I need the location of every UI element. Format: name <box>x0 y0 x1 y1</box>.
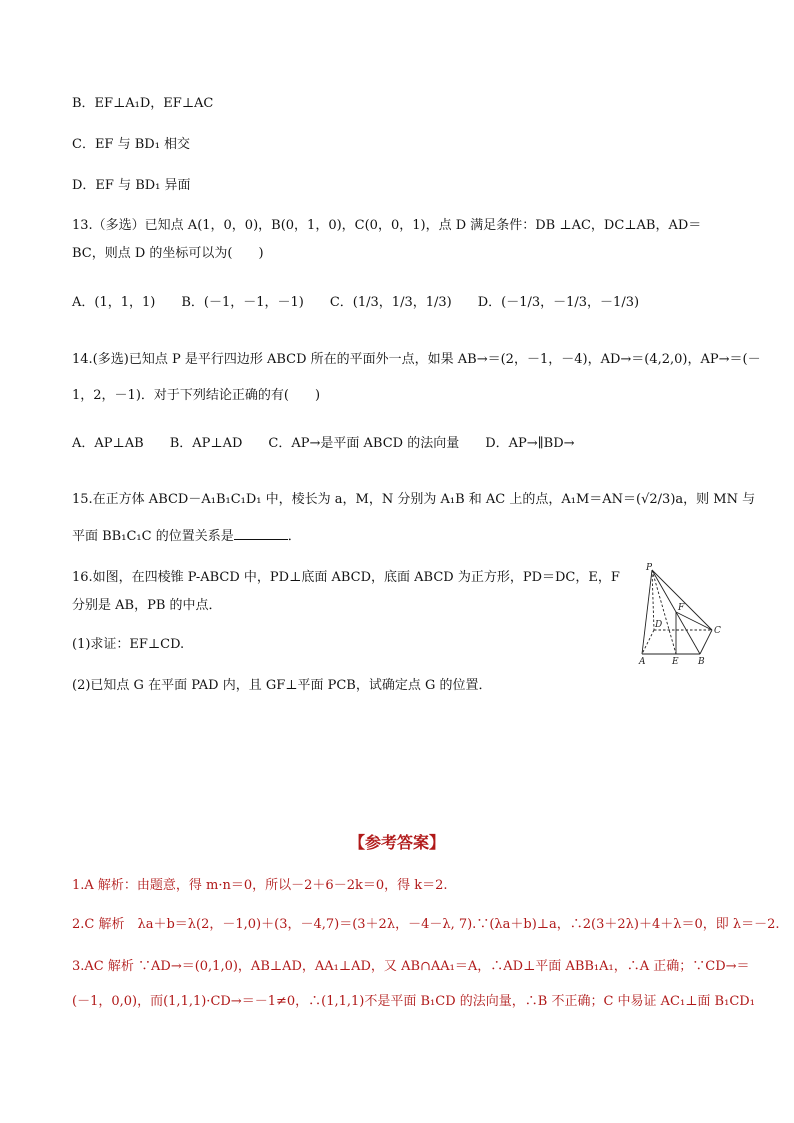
problem-16-part2: (2)已知点 G 在平面 PAD 内，且 GF⊥平面 PCB，试确定点 G 的位置． <box>72 678 492 693</box>
label-P: P <box>646 563 653 573</box>
edge-BC <box>700 630 712 654</box>
problem-16-line2: 分别是 AB，PB 的中点． <box>72 598 222 613</box>
problem-15-line2 <box>72 527 724 547</box>
problem-15-period: ． <box>287 529 301 544</box>
option-d-12: D．EF 与 BD₁ 异面 <box>72 178 191 193</box>
problem-14-line1: 14.(多选)已知点 P 是平行四边形 ABCD 所在的平面外一点，如果 AB→＝(2，－1，－4)，AD→＝(4,2,0)，AP→＝(－ <box>72 352 761 367</box>
label-A: A <box>639 657 646 667</box>
problem-13-line2: BC，则点 D 的坐标可以为( ) <box>72 246 264 261</box>
problem-14-options: A．AP⊥AB B．AP⊥AD C．AP→是平面 ABCD 的法向量 D．AP→∥BD→ <box>72 436 575 451</box>
edge-PD <box>652 570 654 630</box>
problem-13-options: A．(1，1，1) B．(－1，－1，－1) C．(1/3，1/3，1/3) D．(－1/3，－1/3，－1/3) <box>72 295 640 310</box>
answer-3-line2: (－1，0,0)，而(1,1,1)·CD→＝－1≠0，∴(1,1,1)不是平面 B₁CD 的法向量，∴B 不正确；C 中易证 AC₁⊥面 B₁CD₁ <box>72 994 755 1009</box>
problem-13-line1: 13.（多选）已知点 A(1，0，0)，B(0，1，0)，C(0，0，1)，点 D 满足条件：DB ⊥AC，DC⊥AB，AD＝ <box>72 218 702 233</box>
label-C: C <box>714 626 721 636</box>
edge-PA <box>642 570 652 654</box>
problem-15-line1: 15.在正方体 ABCD－A₁B₁C₁D₁ 中，棱长为 a，M，N 分别为 A₁B 和 AC 上的点，A₁M＝AN＝(√2/3)a，则 MN 与 <box>72 492 756 507</box>
answer-2: 2.C 解析 λa＋b＝λ(2，－1,0)＋(3，－4,7)＝(3＋2λ，－4－λ, 7).∵(λa＋b)⊥a，∴2(3＋2λ)＋4＋λ＝0，即 λ＝－2. <box>72 917 780 932</box>
problem-14-line2: 1，2，－1)．对于下列结论正确的有( ) <box>72 388 321 403</box>
answer-blank <box>234 527 288 540</box>
pyramid-figure <box>628 560 728 670</box>
problem-16-line1: 16.如图，在四棱锥 P-ABCD 中，PD⊥底面 ABCD，底面 ABCD 为正方形，PD＝DC，E，F <box>72 570 620 585</box>
label-E: E <box>672 657 679 667</box>
option-c-12: C．EF 与 BD₁ 相交 <box>72 137 191 152</box>
label-F: F <box>678 603 685 613</box>
answer-section-title: 【参考答案】 <box>348 833 445 852</box>
problem-16-part1: (1)求证：EF⊥CD. <box>72 637 185 652</box>
label-B: B <box>698 657 705 667</box>
label-D: D <box>655 620 663 630</box>
option-b-12: B．EF⊥A₁D，EF⊥AC <box>72 96 214 111</box>
answer-3-line1: 3.AC 解析 ∵AD→＝(0,1,0)，AB⊥AD，AA₁⊥AD，又 AB∩AA₁＝A，∴AD⊥平面 ABB₁A₁，∴A 正确；∵CD→＝ <box>72 959 750 974</box>
answer-1: 1.A 解析：由题意，得 m·n＝0，所以－2＋6－2k＝0，得 k＝2. <box>72 878 448 893</box>
problem-15-text: 平面 BB₁C₁C 的位置关系是 <box>72 529 234 544</box>
